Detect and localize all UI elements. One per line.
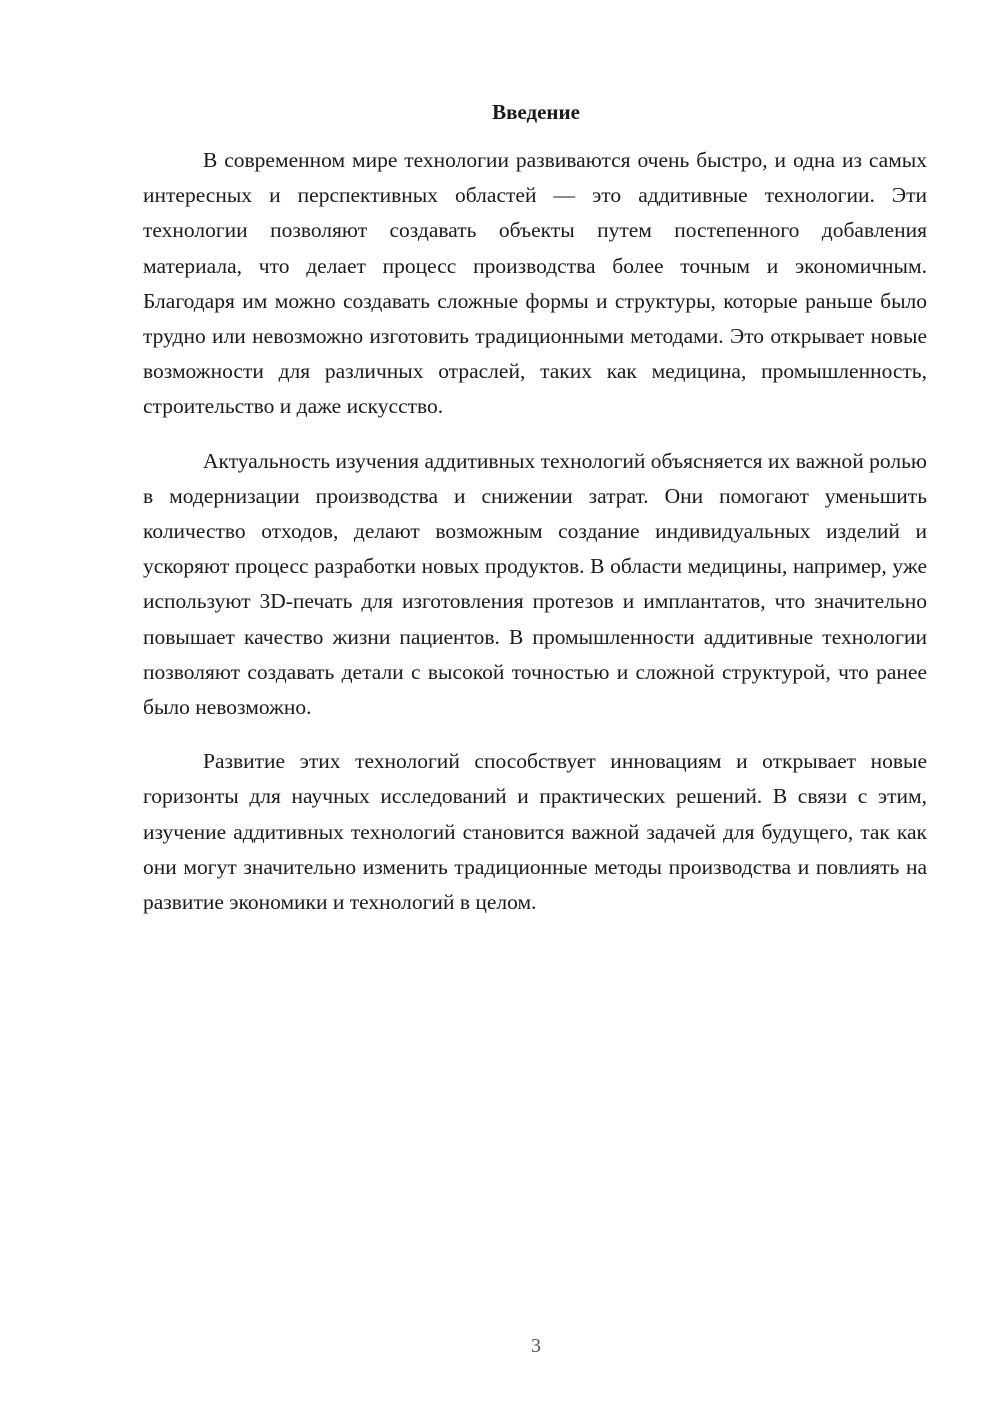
- paragraph-3: Развитие этих технологий способствует инновациям и открывает новые горизонты для научных исследований и практических решений. В связи с этим, изучение аддитивных технологий становится важной задачей для будущего, так как они могут значительно изменить традиционные методы производства и повлиять на развитие экономики и технологий в целом.: [143, 749, 927, 915]
- page-number: 3: [531, 1335, 541, 1357]
- body-text: [143, 143, 927, 939]
- paragraph-2: Актуальность изучения аддитивных технологий объясняется их важной ролью в модернизации производства и снижении затрат. Они помогают уменьшить количество отходов, делают возможным создание индивидуальных изделий и ускоряют процесс разработки новых продуктов. В области медицины, например, уже используют 3D-печать для изготовления протезов и имплантатов, что значительно повышает качество жизни пациентов. В промышленности аддитивные технологии позволяют создавать детали с высокой точностью и сложной структурой, что ранее было невозможно.: [143, 448, 927, 720]
- section-heading: Введение: [492, 100, 580, 124]
- paragraph-1: В современном мире технологии развиваются очень быстро, и одна из самых интересных и перспективных областей — это аддитивные технологии. Эти технологии позволяют создавать объекты путем постепенного добавления материала, что делает процесс производства более точным и экономичным. Благодаря им можно создавать сложные формы и структуры, которые раньше было трудно или невозможно изготовить традиционными методами. Это открывает новые возможности для различных отраслей, таких как медицина, промышленность, строительство и даже искусство.: [143, 148, 927, 419]
